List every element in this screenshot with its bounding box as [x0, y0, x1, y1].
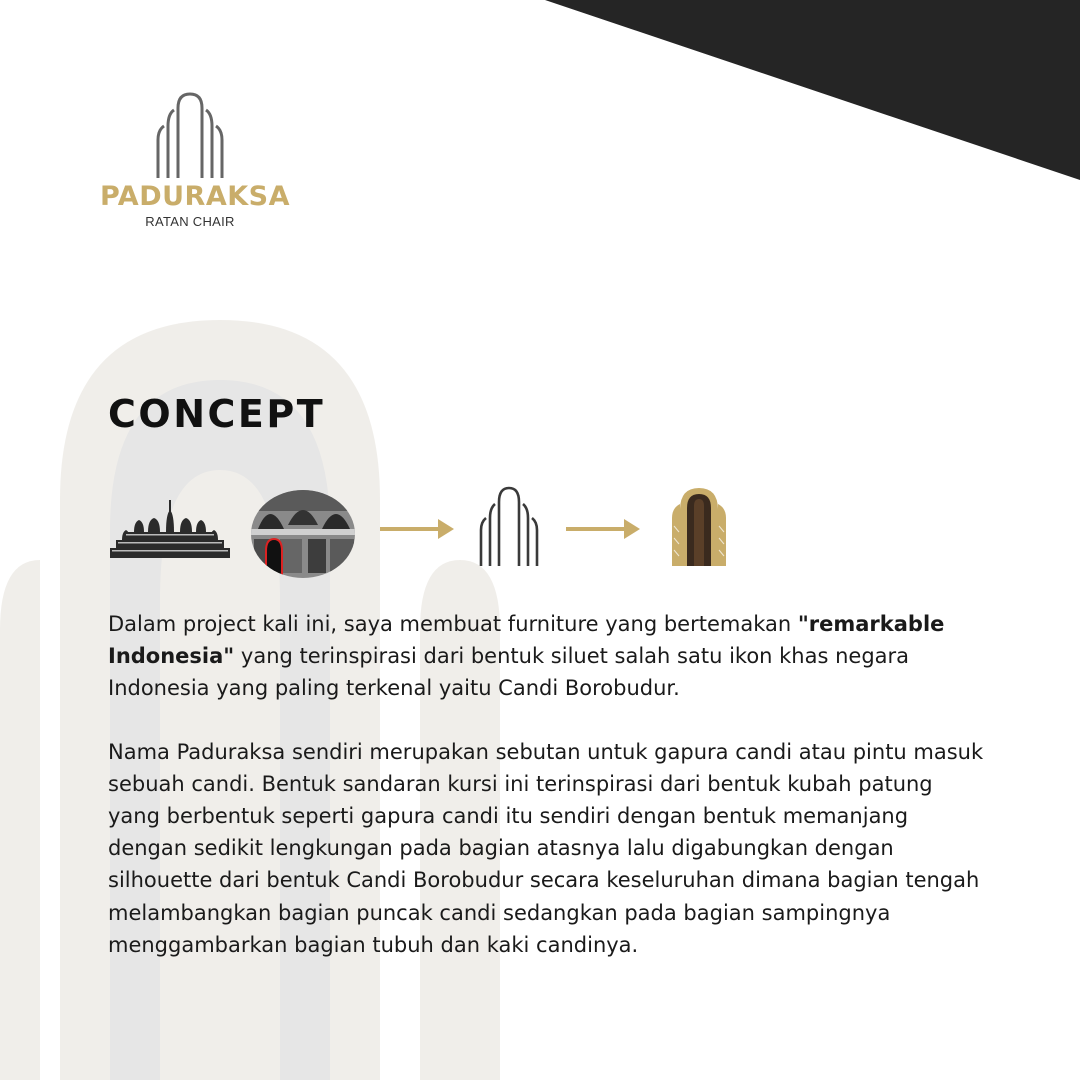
concept-illustration-row — [108, 484, 748, 584]
concept-description — [108, 608, 988, 992]
brand-name: PADURAKSA — [100, 181, 290, 212]
intro-tail: yang terinspirasi dari bentuk siluet salah satu ikon khas negara Indonesia yang paling terkenal yaitu Candi Borobudur. — [108, 644, 910, 701]
borobudur-temple-icon — [108, 492, 232, 564]
paragraph-intro — [108, 608, 988, 705]
paduraksa-outline-icon — [474, 484, 544, 568]
page-title: CONCEPT — [108, 392, 326, 436]
intro-emphasis: "remarkable Indonesia" — [108, 612, 945, 669]
temple-relief-photo — [250, 489, 356, 579]
paduraksa-logo-icon — [150, 88, 230, 180]
arrow-right-icon — [566, 516, 642, 542]
brand-logo — [100, 88, 290, 229]
paragraph-paduraksa: Nama Paduraksa sendiri merupakan sebutan untuk gapura candi atau pintu masuk sebuah candi. Bentuk sandaran kursi ini terinspirasi dari bentuk kubah patung yang berbentuk seperti gapura candi itu sendiri dengan bentuk memanjang dengan sedikit lengkungan pada bagian atasnya lalu digabungkan dengan silhouette dari bentuk Candi Borobudur secara keseluruhan dimana bagian tengah melambangkan bagian puncak candi sedangkan pada bagian sampingnya menggambarkan bagian tubuh dan kaki candinya. — [108, 739, 984, 957]
brand-tagline: RATAN CHAIR — [145, 214, 235, 229]
paduraksa-chair-icon — [668, 486, 730, 568]
arrow-right-icon — [380, 516, 456, 542]
intro-lead: Dalam project kali ini, saya membuat furniture yang bertemakan — [108, 612, 798, 636]
